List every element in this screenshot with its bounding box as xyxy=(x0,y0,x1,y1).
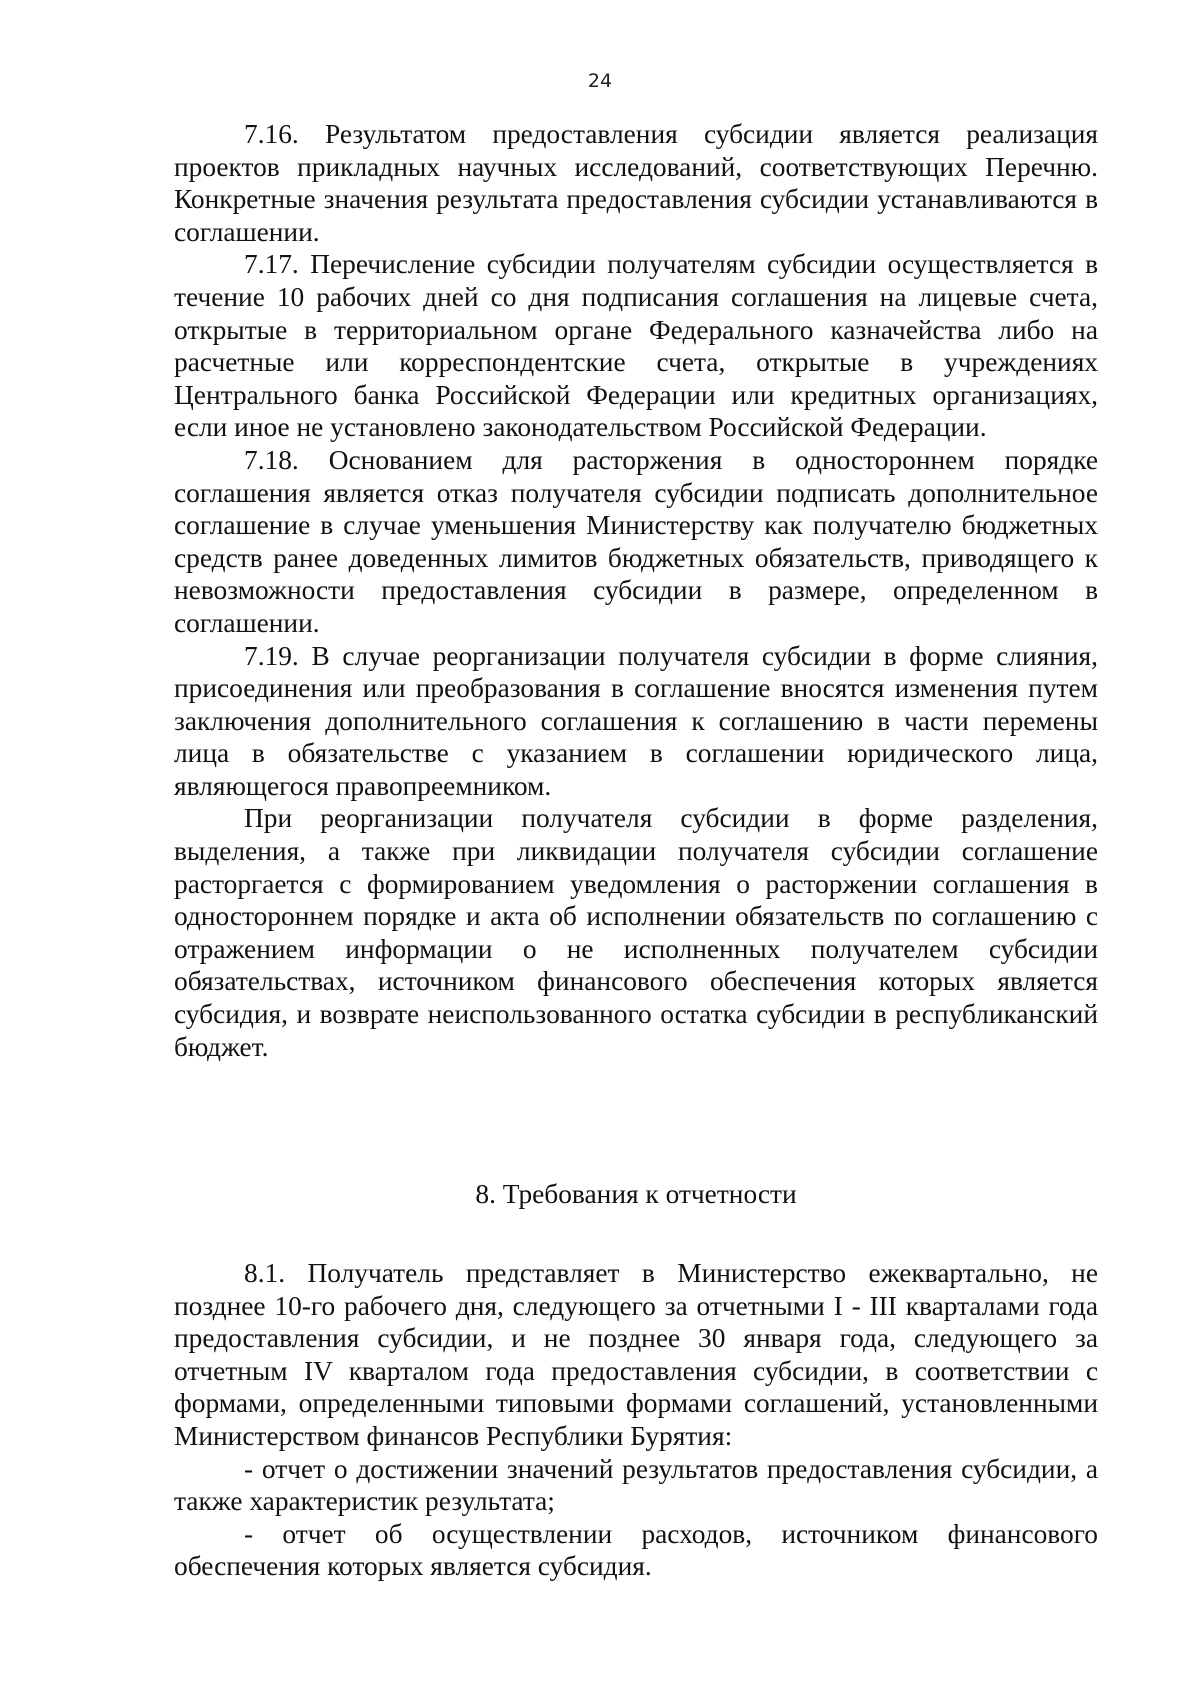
paragraph-7-18: 7.18. Основанием для расторжения в одностороннем порядке соглашения является отказ получателя субсидии подписать дополнительное соглашение в случае уменьшения Министерству как получателю бюджетных средств ранее доведенных лимитов бюджетных обязательств, приводящего к невозможности предоставления субсидии в размере, определенном в соглашении. xyxy=(174,444,1098,638)
section-8-text xyxy=(174,1257,1098,1583)
paragraph-7-19: 7.19. В случае реорганизации получателя субсидии в форме слияния, присоединения или преобразования в соглашение вносятся изменения путем заключения дополнительного соглашения к соглашению в части перемены лица в обязательстве с указанием в соглашении юридического лица, являющегося правопреемником. xyxy=(174,640,1098,801)
main-text xyxy=(174,118,1098,1063)
list-item-results-report: - отчет о достижении значений результатов предоставления субсидии, а также характеристик результата; xyxy=(174,1453,1098,1517)
section-8-heading: 8. Требования к отчетности xyxy=(475,1179,797,1209)
list-item-expenses-report: - отчет об осуществлении расходов, источником финансового обеспечения которых является субсидия. xyxy=(174,1518,1098,1582)
paragraph-reorganization: При реорганизации получателя субсидии в форме разделения, выделения, а также при ликвидации получателя субсидии соглашение расторгается с формированием уведомления о расторжении соглашения в одностороннем порядке и акта об исполнении обязательств по соглашению с отражением информации о не исполненных получателем субсидии обязательствах, источником финансового обеспечения которых является субсидия, и возврате неиспользованного остатка субсидии в республиканский бюджет. xyxy=(174,803,1098,1062)
paragraph-7-17: 7.17. Перечисление субсидии получателям субсидии осуществляется в течение 10 рабочих дней со дня подписания соглашения на лицевые счета, открытые в территориальном органе Федерального казначейства либо на расчетные или корреспондентские счета, открытые в учреждениях Центрального банка Российской Федерации или кредитных организациях, если иное не установлено законодательством Российской Федерации. xyxy=(174,249,1098,443)
paragraph-8-1: 8.1. Получатель представляет в Министерство ежеквартально, не позднее 10-го рабочего дня, следующего за отчетными I - III кварталами года предоставления субсидии, и не позднее 30 января года, следующего за отчетным IV кварталом года предоставления субсидии, в соответствии с формами, определенными типовыми формами соглашений, установленными Министерством финансов Республики Бурятия: xyxy=(174,1258,1098,1451)
page-number: 24 xyxy=(587,70,613,92)
paragraph-7-16: 7.16. Результатом предоставления субсидии является реализация проектов прикладных научных исследований, соответствующих Перечню. Конкретные значения результата предоставления субсидии устанавливаются в соглашении. xyxy=(174,119,1098,247)
